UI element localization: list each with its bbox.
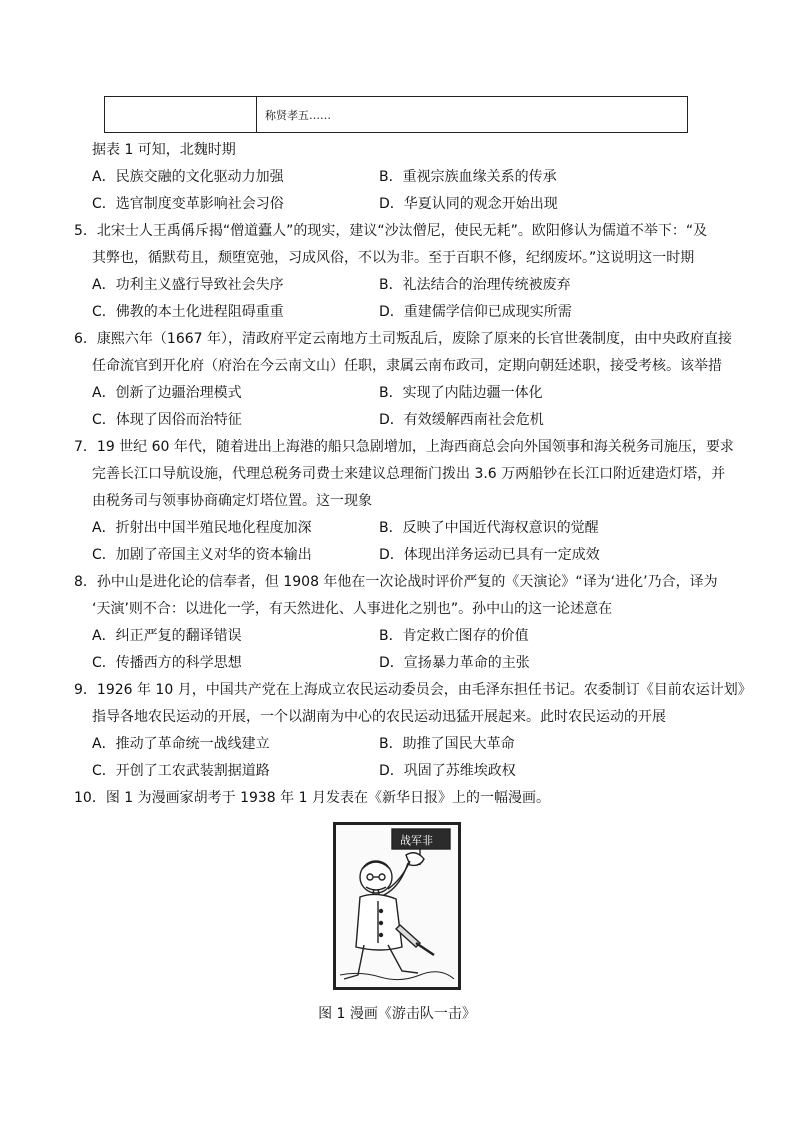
q5-option-a: A．功利主义盛行导致社会失序 (92, 277, 284, 293)
q8-line-2: ‘天演’则不合：以进化一学，有天然进化、人事进化之别也”。孙中山的这一论述意在 (92, 601, 613, 617)
q4-option-d: D．华夏认同的观念开始出现 (379, 196, 558, 212)
q6-option-c: C．体现了因俗而治特征 (92, 412, 242, 428)
q8-option-c: C．传播西方的科学思想 (92, 655, 242, 671)
q10-stem: 10．图 1 为漫画家胡考于 1938 年 1 月发表在《新华日报》上的一幅漫画。 (74, 790, 550, 806)
q9-option-a: A．推动了革命统一战线建立 (92, 736, 270, 752)
q8-option-a: A．纠正严复的翻译错误 (92, 628, 242, 644)
question-4-stem: 据表 1 可知，北魏时期 (92, 142, 236, 158)
q4-option-a: A．民族交融的文化驱动力加强 (92, 169, 284, 185)
q9-option-c: C．开创了工农武装割据道路 (92, 763, 270, 779)
cartoon-figure (333, 822, 461, 990)
q7-option-b: B．反映了中国近代海权意识的觉醒 (379, 520, 599, 536)
q7-option-a: A．折射出中国半殖民地化程度加深 (92, 520, 312, 536)
q8-option-d: D．宣扬暴力革命的主张 (379, 655, 530, 671)
q9-option-d: D．巩固了苏维埃政权 (379, 763, 516, 779)
q7-line-3: 由税务司与领事协商确定灯塔位置。这一现象 (92, 493, 372, 509)
q9-line-1: 9．1926 年 10 月，中国共产党在上海成立农民运动委员会，由毛泽东担任书记。农委制订《目前农运计划》 (74, 682, 752, 698)
table-cell: 称贤孝五…… (265, 109, 331, 122)
q4-option-b: B．重视宗族血缘关系的传承 (379, 169, 557, 185)
q6-option-d: D．有效缓解西南社会危机 (379, 412, 544, 428)
q8-option-b: B．肯定救亡图存的价值 (379, 628, 529, 644)
figure-caption: 图 1 漫画《游击队一击》 (318, 1006, 476, 1022)
q6-line-1: 6．康熙六年（1667 年），清政府平定云南地方土司叛乱后，废除了原来的长官世袭制度，由中央政府直接 (74, 331, 732, 347)
q5-option-c: C．佛教的本土化进程阻碍重重 (92, 304, 284, 320)
q5-option-d: D．重建儒学信仰已成现实所需 (379, 304, 572, 320)
q7-line-1: 7．19 世纪 60 年代，随着进出上海港的船只急剧增加，上海西商总会向外国领事和海关税务司施压，要求 (74, 439, 734, 455)
q6-option-b: B．实现了内陆边疆一体化 (379, 385, 543, 401)
q7-option-d: D．体现出洋务运动已具有一定成效 (379, 547, 600, 563)
q5-option-b: B．礼法结合的治理传统被废弃 (379, 277, 571, 293)
q7-option-c: C．加剧了帝国主义对华的资本输出 (92, 547, 312, 563)
q4-option-c: C．选官制度变革影响社会习俗 (92, 196, 284, 212)
q9-line-2: 指导各地农民运动的开展，一个以湖南为中心的农民运动迅猛开展起来。此时农民运动的开展 (92, 709, 666, 725)
table-row (104, 96, 688, 133)
q5-line-1: 5．北宋士人王禹偁斥揭“僧道蠹人”的现实，建议“沙汰僧尼，使民无耗”。欧阳修认为儒道不举下：“及 (74, 223, 708, 239)
q6-line-2: 任命流官到开化府（府治在今云南文山）任职，隶属云南布政司，定期向朝廷述职，接受考核。该举措 (92, 358, 722, 374)
cartoon-illustration (336, 825, 458, 987)
table-divider (256, 97, 257, 132)
q6-option-a: A．创新了边疆治理模式 (92, 385, 242, 401)
q5-line-2: 其弊也，循默苟且，颓堕宽弛，习成风俗，不以为非。至于百职不修，纪纲废坏。”这说明这一时期 (92, 250, 695, 266)
q9-option-b: B．助推了国民大革命 (379, 736, 515, 752)
q8-line-1: 8．孙中山是进化论的信奉者，但 1908 年他在一次论战时评价严复的《天演论》“译为‘进化’乃合，译为 (74, 574, 718, 590)
q7-line-2: 完善长江口导航设施，代理总税务司费士来建议总理衙门拨出 3.6 万两船钞在长江口附近建造灯塔，并 (92, 466, 726, 482)
signpost-text: 战军非 (400, 834, 433, 847)
